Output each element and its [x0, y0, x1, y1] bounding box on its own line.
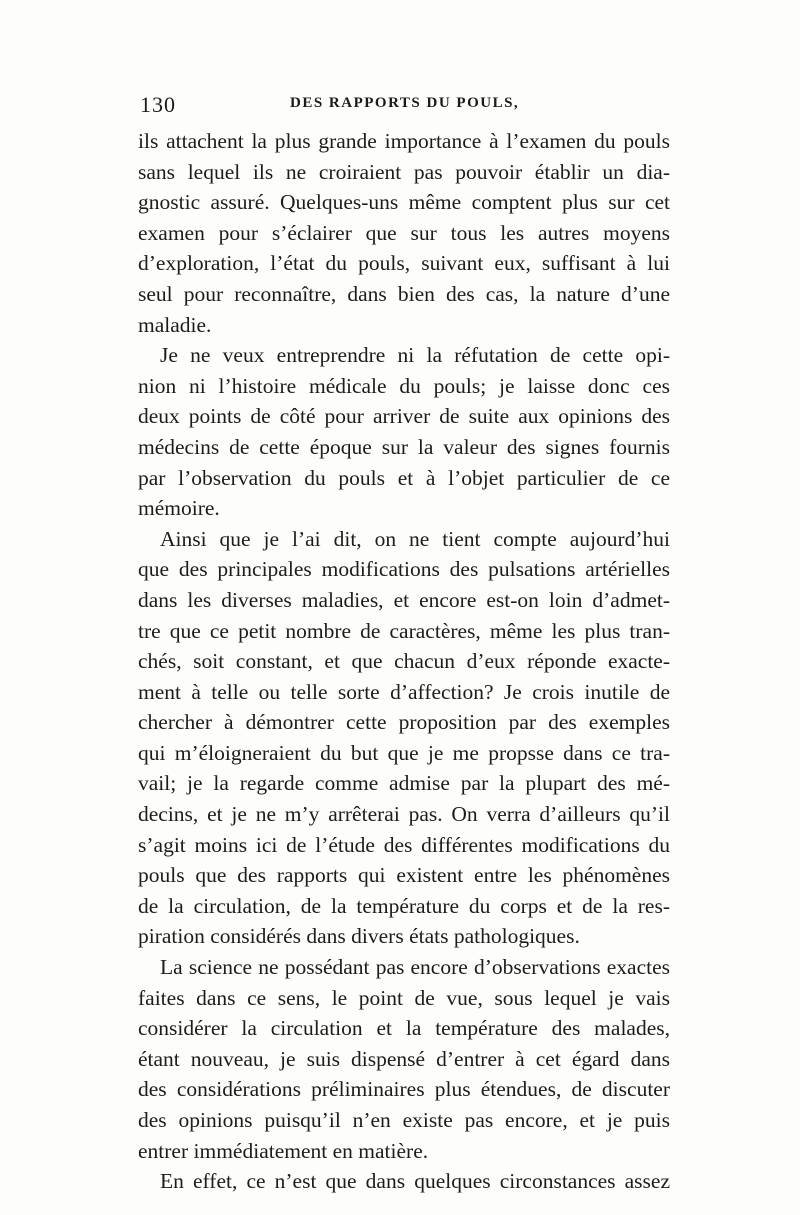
- text-line: piration considérés dans divers états pathologiques.: [138, 924, 580, 949]
- text-line: En effet, ce n’est que dans quelques circonstances assez: [160, 1169, 670, 1194]
- text-line: dans les diverses maladies, et encore est-on loin d’admet-: [138, 587, 670, 612]
- text-line: nion ni l’histoire médicale du pouls; je laisse donc ces: [138, 373, 670, 398]
- text-line: Ainsi que je l’ai dit, on ne tient compte aujourd’hui: [160, 526, 670, 551]
- running-head: DES RAPPORTS DU POULS,: [290, 95, 520, 111]
- text-line: seul pour reconnaître, dans bien des cas, la nature d’une: [138, 281, 670, 306]
- text-line: médecins de cette époque sur la valeur des signes fournis: [138, 434, 670, 459]
- text-line: chés, soit constant, et que chacun d’eux réponde exacte-: [138, 649, 670, 674]
- text-line: entrer immédiatement en matière.: [138, 1138, 429, 1163]
- text-line: étant nouveau, je suis dispensé d’entrer à cet égard dans: [138, 1046, 670, 1071]
- text-line: des opinions puisqu’il n’en existe pas encore, et je puis: [138, 1108, 670, 1132]
- text-line: ils attachent la plus grande importance à l’examen du pouls: [138, 129, 670, 153]
- text-line: qui m’éloigneraient du but que je me propsse dans ce tra-: [138, 740, 670, 765]
- text-line: maladie.: [138, 312, 212, 337]
- text-line: de la circulation, de la température du corps et de la res-: [138, 893, 670, 918]
- text-line: s’agit moins ici de l’étude des différentes modifications du: [138, 832, 670, 857]
- text-line: tre que ce petit nombre de caractères, même les plus tran-: [138, 618, 670, 643]
- text-line: faites dans ce sens, le point de vue, sous lequel je vais: [138, 985, 670, 1010]
- text-line: decins, et je ne m’y arrêterai pas. On verra d’ailleurs qu’il: [138, 802, 670, 827]
- text-line: pouls que des rapports qui existent entre les phénomènes: [138, 863, 670, 888]
- text-line: mémoire.: [138, 496, 220, 521]
- text-line: par l’observation du pouls et à l’objet particulier de ce: [138, 465, 670, 490]
- text-line: Je ne veux entreprendre ni la réfutation de cette opi-: [160, 343, 670, 368]
- text-line: que des principales modifications des pulsations artérielles: [138, 557, 670, 582]
- text-line: La science ne possédant pas encore d’observations exactes: [160, 955, 670, 980]
- text-line: considérer la circulation et la température des malades,: [138, 1016, 670, 1041]
- text-line: ment à telle ou telle sorte d’affection? Je crois inutile de: [138, 679, 670, 704]
- text-line: gnostic assuré. Quelques-uns même comptent plus sur cet: [138, 190, 670, 215]
- page-number: 130: [140, 92, 176, 117]
- page-header: [140, 92, 670, 120]
- text-line: examen pour s’éclairer que sur tous les autres moyens: [138, 220, 670, 245]
- text-line: vail; je la regarde comme admise par la plupart des mé-: [138, 771, 670, 796]
- text-line: d’exploration, l’état du pouls, suivant eux, suffisant à lui: [138, 251, 670, 276]
- text-line: sans lequel ils ne croiraient pas pouvoir établir un dia-: [138, 159, 670, 184]
- text-line: deux points de côté pour arriver de suite aux opinions des: [138, 404, 670, 429]
- body-text: [138, 126, 670, 1197]
- text-line: chercher à démontrer cette proposition par des exemples: [138, 710, 670, 735]
- text-line: des considérations préliminaires plus étendues, de discuter: [138, 1077, 670, 1102]
